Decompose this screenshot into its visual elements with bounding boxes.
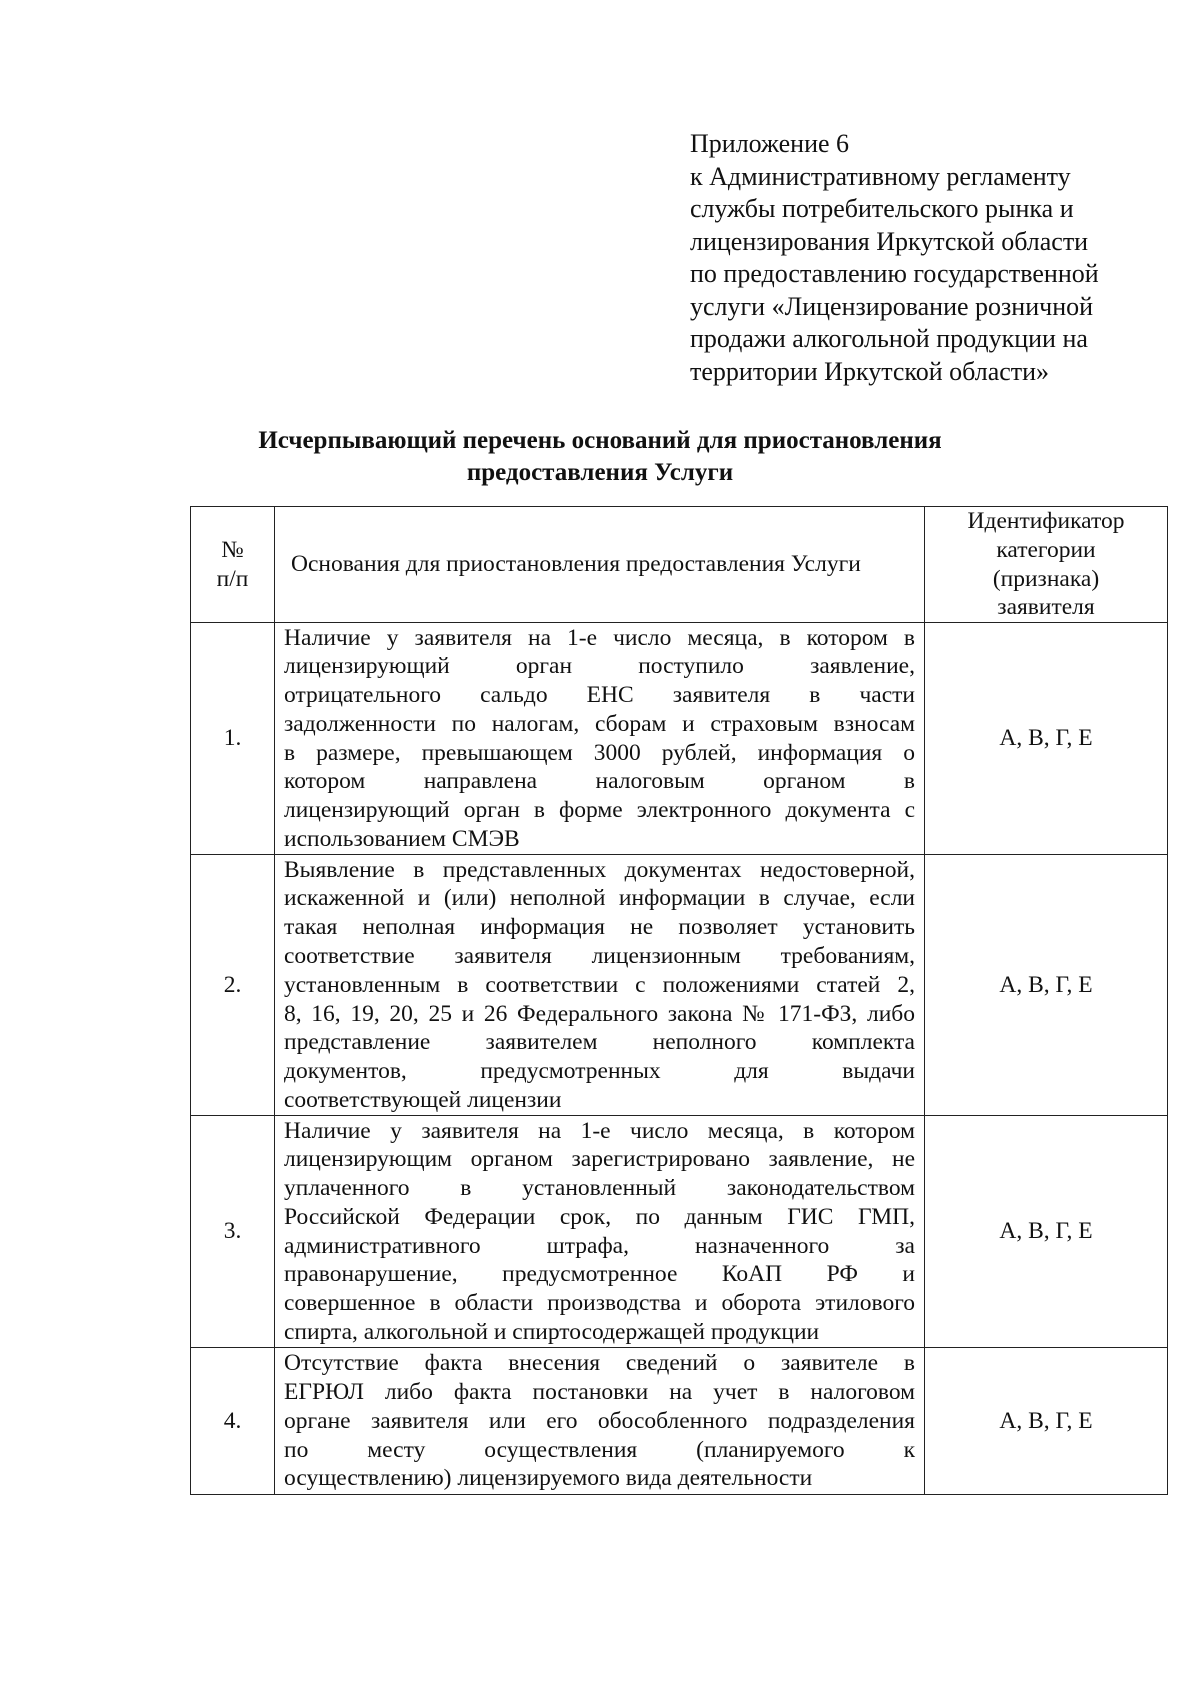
appendix-line: Приложение 6 <box>690 129 850 158</box>
row-reason: Выявление в представленных документах недостоверной, искаженной и (или) неполной информации в случае, если такая неполная информация не позволяет установить соответствие заявителя лицензионным требованиям, установленным в соответствии с положениями статей 2, 8, 16, 19, 20, 25 и 26 Федерального закона № 171-ФЗ, либо представление заявителем неполного комплекта документов, предусмотренных для выдачи соответствующей лицензии <box>275 855 925 1116</box>
title-line-1: Исчерпывающий перечень оснований для приостановления <box>258 427 942 454</box>
row-reason: Отсутствие факта внесения сведений о заявителе в ЕГРЮЛ либо факта постановки на учет в налоговом органе заявителя или его обособленного подразделения по месту осуществления (планируемого к осуществлению) лицензируемого вида деятельности <box>275 1348 925 1495</box>
appendix-header <box>690 128 1160 388</box>
appendix-line: услуги «Лицензирование розничной <box>690 291 1094 321</box>
grounds-table <box>190 506 1168 1495</box>
table-row <box>191 1348 1168 1495</box>
header-number: № п/п <box>191 507 275 623</box>
appendix-line: продажи алкогольной продукции на <box>690 324 1088 353</box>
table-row <box>191 1116 1168 1348</box>
appendix-line: по предоставлению государственной <box>690 259 1099 288</box>
table-header-row <box>191 507 1168 623</box>
row-number: 1. <box>191 623 275 855</box>
row-reason: Наличие у заявителя на 1-е число месяца, в котором лицензирующим органом зарегистрировано заявление, не уплаченного в установленный законодательством Российской Федерации срок, по данным ГИС ГМП, административного штрафа, назначенного за правонарушение, предусмотренное КоАП РФ и совершенное в области производства и оборота этилового спирта, алкогольной и спиртосодержащей продукции <box>275 1116 925 1348</box>
table-row <box>191 855 1168 1116</box>
row-applicant-category: А, В, Г, Е <box>925 1116 1168 1348</box>
row-applicant-category: А, В, Г, Е <box>925 623 1168 855</box>
document-title <box>150 425 1050 489</box>
row-number: 4. <box>191 1348 275 1495</box>
row-applicant-category: А, В, Г, Е <box>925 1348 1168 1495</box>
header-applicant-category: Идентификатор категории (признака) заявителя <box>925 507 1168 623</box>
row-number: 3. <box>191 1116 275 1348</box>
row-reason: Наличие у заявителя на 1-е число месяца, в котором в лицензирующий орган поступило заявление, отрицательного сальдо ЕНС заявителя в части задолженности по налогам, сборам и страховым взносам в размере, превышающем 3000 рублей, информация о котором направлена налоговым органом в лицензирующий орган в форме электронного документа с использованием СМЭВ <box>275 623 925 855</box>
header-reason: Основания для приостановления предоставления Услуги <box>275 507 925 623</box>
appendix-line: лицензирования Иркутской области <box>690 226 1089 256</box>
appendix-line: службы потребительского рынка и <box>690 194 1074 223</box>
row-number: 2. <box>191 855 275 1116</box>
title-line-2: предоставления Услуги <box>466 459 734 486</box>
table-row <box>191 623 1168 855</box>
row-applicant-category: А, В, Г, Е <box>925 855 1168 1116</box>
appendix-line: к Административному регламенту <box>690 161 1071 191</box>
appendix-line: территории Иркутской области» <box>690 356 1050 386</box>
